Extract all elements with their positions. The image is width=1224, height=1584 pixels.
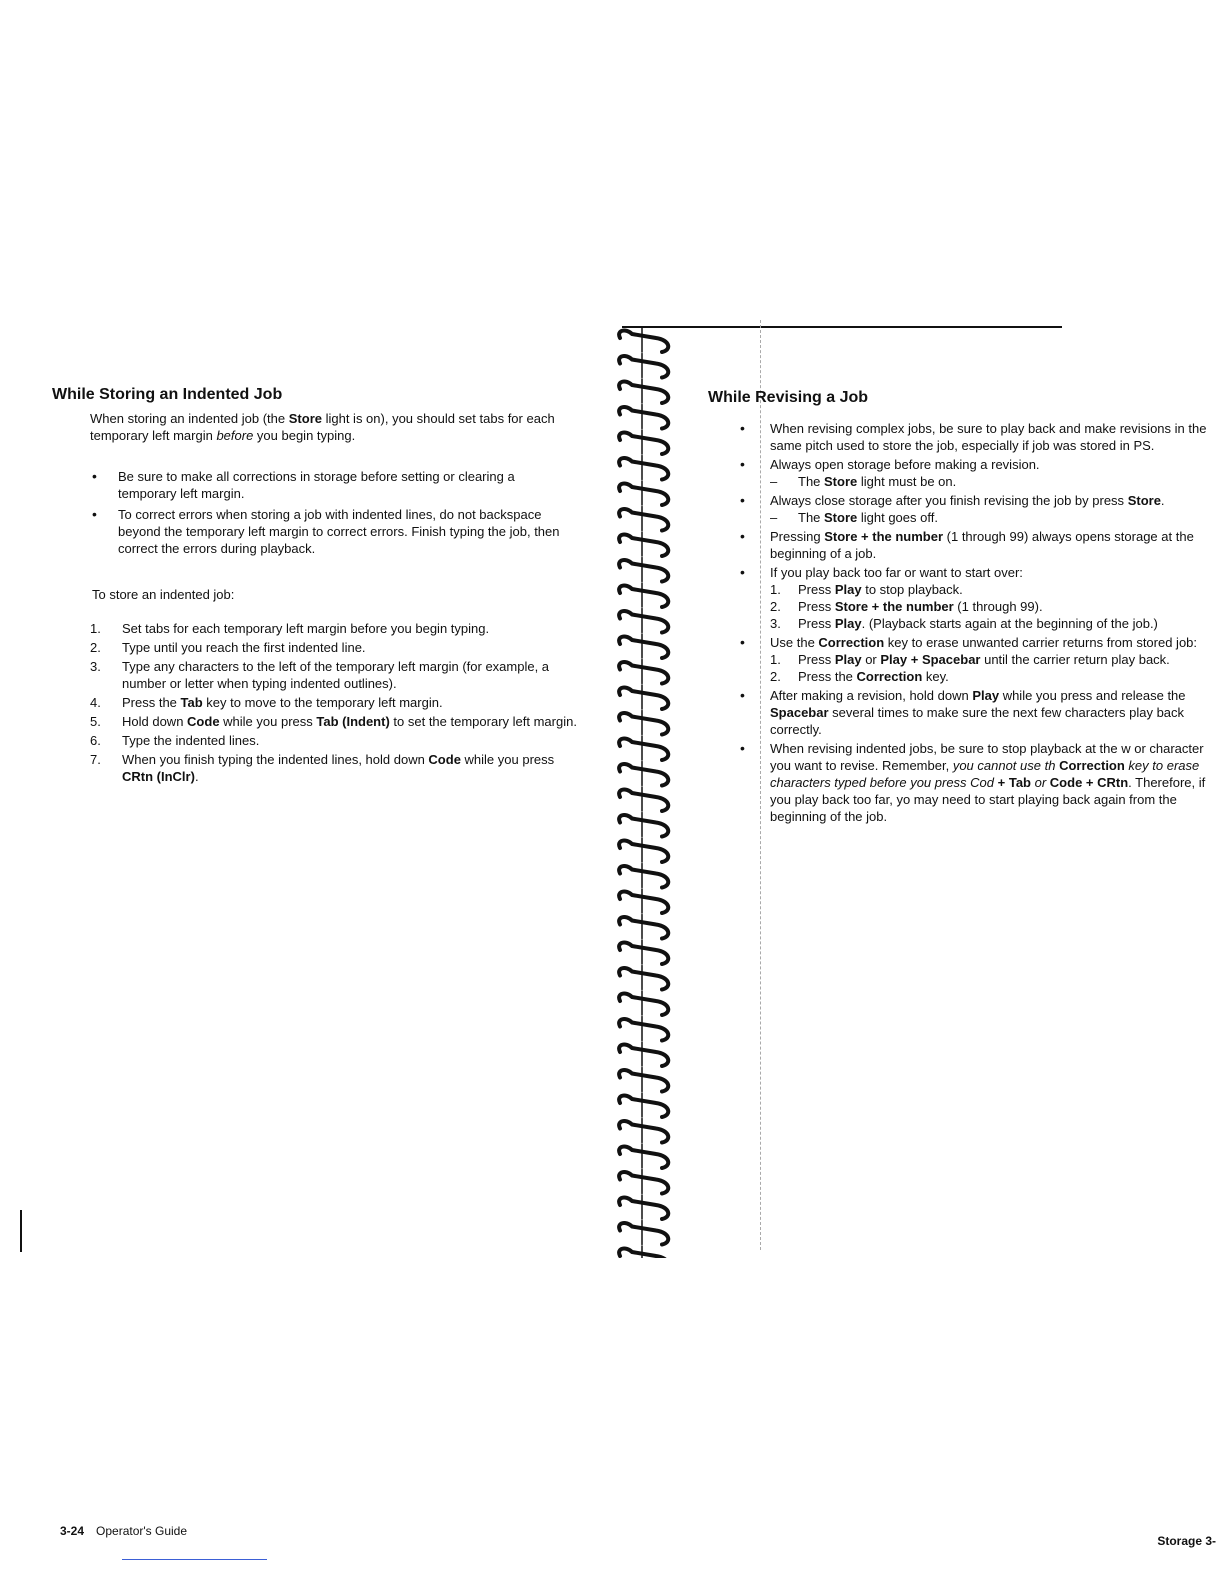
key-name: Store (824, 474, 858, 489)
left-step-list (90, 620, 580, 787)
left-page-number: 3-24 (60, 1524, 85, 1538)
sub-step: 3. Press Play. (Playback starts again at the beginning of the job.) (770, 616, 1158, 631)
key-name: Tab (Indent) (316, 714, 390, 729)
emphasis-text: key to erase characters typed before you press Cod (770, 758, 1200, 790)
bullet-text: . Therefore, if you play back too far, yo may need to start playing back again from the beginning of the job. (770, 775, 1206, 824)
sub-note: – The Store light must be on. (770, 474, 957, 489)
sub-text: Press (798, 652, 835, 667)
sub-text: The (798, 510, 825, 525)
right-bullet (740, 634, 1224, 685)
right-bullet (740, 740, 1224, 825)
right-bullet (740, 564, 1224, 632)
bullet-text: When revising complex jobs, be sure to play back and make revisions in the same pitch used to store the job, especially if job was stored in PS. (770, 421, 1207, 453)
intro-emphasis: before (216, 428, 254, 443)
sub-step: 1. Press Play or Play + Spacebar until the carrier return play back. (770, 652, 1170, 667)
intro-text: you begin typing. (253, 428, 356, 443)
sub-text: light goes off. (857, 510, 938, 525)
key-name: + Tab (997, 775, 1031, 790)
step-item (90, 751, 580, 785)
key-name: Spacebar (770, 705, 829, 720)
key-name: Correction (1059, 758, 1125, 773)
sub-text: until the carrier return play back. (980, 652, 1170, 667)
step-text: When you finish typing the indented lines, hold down (122, 752, 429, 767)
right-bullet (740, 420, 1224, 454)
right-bullet (740, 528, 1224, 562)
bullet-text: . (1160, 493, 1165, 508)
bullet-text: Always close storage after you finish revising the job by press (770, 493, 1125, 508)
bullet-text: several times to make sure the next few characters play back correctly. (770, 705, 1185, 737)
step-item (90, 658, 580, 692)
sub-text: or (861, 652, 881, 667)
left-footer (60, 1524, 187, 1538)
sub-text: Press the (798, 669, 857, 684)
bullet-text: Always open storage before making a revision. (770, 457, 1040, 472)
key-name: Play (834, 652, 862, 667)
step-item (90, 620, 580, 637)
right-page (612, 0, 1224, 1584)
step-number: 5. (90, 714, 101, 729)
bullet-text: After making a revision, hold down (770, 688, 973, 703)
right-bullet (740, 492, 1224, 526)
step-item (90, 639, 580, 656)
step-number: 6. (90, 733, 101, 748)
intro-text: When storing an indented job (the (90, 411, 289, 426)
sub-step: 2. Press the Correction key. (770, 669, 949, 684)
step-text: Type until you reach the first indented line. (122, 640, 366, 655)
step-text: while you press (219, 714, 317, 729)
key-name: Correction (818, 635, 885, 650)
bullet-text: If you play back too far or want to start over: (770, 565, 1023, 580)
bullet-text: Use the (770, 635, 819, 650)
step-text: Type the indented lines. (122, 733, 260, 748)
sub-text: The (798, 474, 825, 489)
sub-text: key. (922, 669, 949, 684)
step-text: Type any characters to the left of the temporary left margin (for example, a number or letter when typing indented outlines). (122, 659, 550, 691)
sub-text: Press (798, 582, 835, 597)
left-bullet: • To correct errors when storing a job with indented lines, do not backspace beyond the temporary left margin to correct errors. Finish typing the job, then correct the errors during playback. (90, 506, 570, 557)
key-name: Store (824, 510, 858, 525)
step-item (90, 713, 580, 730)
key-name: Store + the number (824, 529, 944, 544)
left-procedure-lead: To store an indented job: (92, 587, 235, 602)
step-number: 4. (90, 695, 101, 710)
sub-note: – The Store light goes off. (770, 510, 938, 525)
bottom-rule (122, 1559, 267, 1560)
bullet-text: Pressing (770, 529, 825, 544)
sub-text: Press (798, 599, 835, 614)
step-text: Set tabs for each temporary left margin before you begin typing. (122, 621, 490, 636)
key-name: Store (1127, 493, 1161, 508)
key-name: Tab (180, 695, 203, 710)
key-name: Play (972, 688, 1000, 703)
sub-text: to stop playback. (861, 582, 963, 597)
step-text: to set the temporary left margin. (389, 714, 577, 729)
sub-step: 2. Press Store + the number (1 through 99). (770, 599, 1043, 614)
key-name: Code (187, 714, 220, 729)
step-text: while you press (460, 752, 555, 767)
right-section-title: While Revising a Job (708, 389, 869, 406)
left-footer-title: Operator's Guide (96, 1524, 188, 1538)
emphasis-text: you cannot use th (952, 758, 1056, 773)
step-text: key to move to the temporary left margin. (202, 695, 443, 710)
sub-text: . (Playback starts again at the beginning of the job.) (861, 616, 1158, 631)
intro-store-key: Store (288, 411, 322, 426)
key-name: Play + Spacebar (880, 652, 981, 667)
key-name: Play (834, 582, 862, 597)
step-item (90, 694, 580, 711)
step-text: . (194, 769, 199, 784)
bullet-text: When revising indented jobs, be sure to stop playback at the w or character you want to revise. Remember, (770, 741, 1204, 773)
step-text: Hold down (122, 714, 188, 729)
sub-step: 1. Press Play to stop playback. (770, 582, 963, 597)
sub-text: light must be on. (857, 474, 957, 489)
key-name: Play (834, 616, 862, 631)
step-number: 3. (90, 659, 101, 674)
sub-text: Press (798, 616, 835, 631)
bullet-text: key to erase unwanted carrier returns from stored job: (884, 635, 1198, 650)
bullet-text: (1 through 99) always opens storage at the beginning of a job. (770, 529, 1194, 561)
step-number: 7. (90, 752, 101, 767)
left-bullet: • Be sure to make all corrections in storage before setting or clearing a temporary left margin. (90, 468, 570, 502)
intro-text: light is on), you should set tabs for each temporary left margin (90, 411, 555, 443)
right-footer: Storage 3- (1157, 1534, 1216, 1548)
left-intro (90, 410, 570, 444)
right-bullet-list (740, 420, 1224, 827)
step-item (90, 732, 580, 749)
key-name: Code (428, 752, 461, 767)
bullet-text: while you press and release the (999, 688, 1186, 703)
right-bullet (740, 687, 1224, 738)
emphasis-text: or (1031, 775, 1050, 790)
step-text: Press the (122, 695, 181, 710)
key-name: Store + the number (834, 599, 954, 614)
left-bullet-list (90, 468, 570, 561)
key-name: CRtn (InClr) (122, 769, 195, 784)
step-number: 1. (90, 621, 101, 636)
key-name: Correction (856, 669, 923, 684)
sub-text: (1 through 99). (953, 599, 1043, 614)
left-section-title: While Storing an Indented Job (52, 386, 283, 403)
right-bullet (740, 456, 1224, 490)
page-edge-line (20, 1210, 22, 1252)
step-number: 2. (90, 640, 101, 655)
key-name: Code + CRtn (1049, 775, 1129, 790)
